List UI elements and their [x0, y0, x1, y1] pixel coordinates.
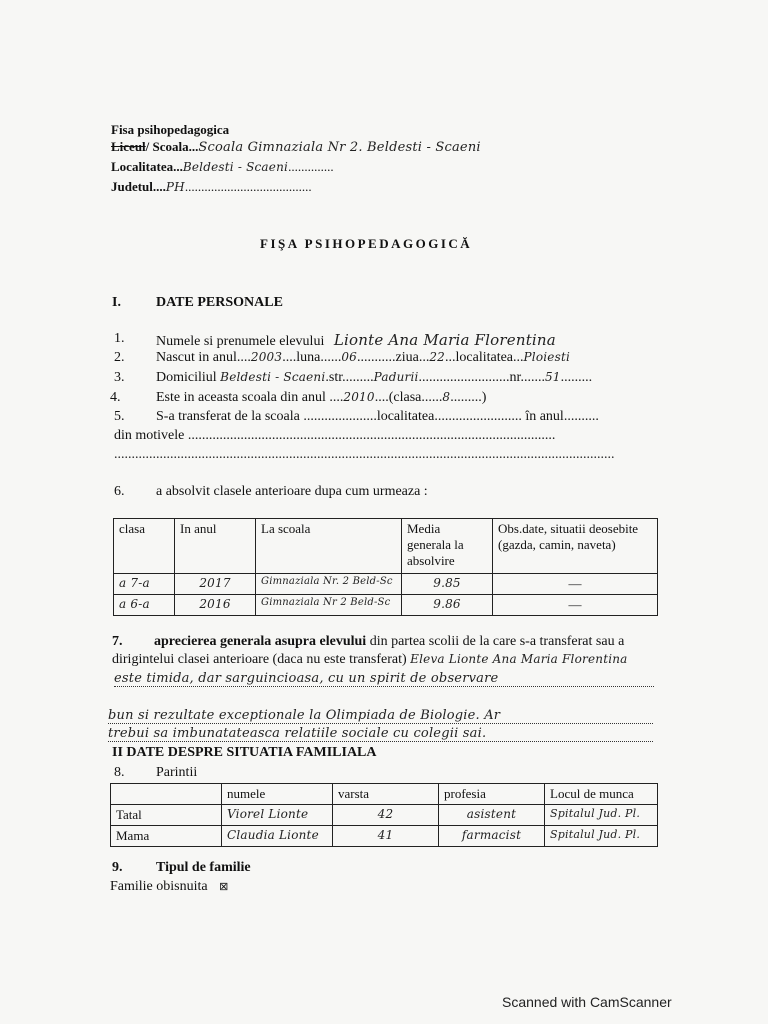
th-profesia: profesia: [439, 784, 545, 805]
table-row: [114, 595, 658, 616]
item1-num: 1.: [114, 331, 125, 346]
item2-luna: 06: [341, 350, 357, 364]
item2-an: 2003: [250, 350, 283, 364]
cell-clasa: a 7-a: [114, 574, 175, 595]
item2-num: 2.: [114, 350, 125, 365]
classes-header-row: [114, 519, 658, 574]
localitatea-label: Localitatea...: [111, 159, 183, 174]
judetul-value: PH: [165, 180, 185, 194]
item4-label-clasa: ....(clasa......: [374, 390, 443, 405]
item3-label-str: str: [328, 370, 343, 385]
section7-hand3: bun si rezultate exceptionale la Olimpiada de Biologie. Ar: [108, 708, 653, 724]
cell-scoala: Gimnaziala Nr. 2 Beld-Sc: [256, 574, 402, 595]
section6-text: a absolvit clasele anterioare dupa cum urmeaza :: [156, 484, 428, 499]
cell-locul: Spitalul Jud. Pl.: [545, 826, 658, 847]
item2-label-loc: ...localitatea...: [445, 350, 524, 365]
th-blank: [111, 784, 222, 805]
th-locul: Locul de munca: [545, 784, 658, 805]
item2-label-luna: ....luna......: [282, 350, 342, 365]
localitatea-line: Localitatea...Beldesti - Scaeni..............: [111, 159, 334, 174]
cell-anul: 2017: [175, 574, 256, 595]
cell-obs: —: [493, 595, 658, 616]
judetul-label: Judetul....: [111, 179, 166, 194]
th-obs: Obs.date, situatii deosebite (gazda, camin, naveta): [493, 519, 658, 574]
item3-str: Padurii: [373, 370, 419, 384]
th-scoala: La scoala: [256, 519, 402, 574]
section7-num: 7.: [112, 634, 123, 649]
cell-scoala: Gimnaziala Nr 2 Beld-Sc: [256, 595, 402, 616]
section6-num: 6.: [114, 484, 125, 499]
item2-label-ziua: ...........ziua...: [357, 350, 430, 365]
cell-obs: —: [493, 574, 658, 595]
item5-line: S-a transferat de la scoala .....................localitatea......................... în anul..........: [156, 409, 599, 424]
th-numele: numele: [222, 784, 333, 805]
cell-clasa: a 6-a: [114, 595, 175, 616]
checkbox-icon: ⊠: [219, 881, 229, 893]
item4-end: .........): [450, 390, 487, 405]
item1-line: [156, 331, 556, 350]
motivele-line: din motivele .........................................................................................................: [114, 428, 556, 443]
th-media: Media generala la absolvire: [402, 519, 493, 574]
scanner-watermark: Scanned with CamScanner: [502, 994, 672, 1010]
cell-rel: Tatal: [111, 805, 222, 826]
item2-line: [156, 350, 570, 366]
item1-value: Lionte Ana Maria Florentina: [333, 331, 556, 349]
table-row: [111, 826, 658, 847]
item4-clasa: 8: [442, 390, 451, 404]
cell-rel: Mama: [111, 826, 222, 847]
section9-value-line: [110, 879, 228, 895]
item4-num: 4.: [110, 390, 121, 405]
cell-varsta: 42: [333, 805, 439, 826]
item5-num: 5.: [114, 409, 125, 424]
table-row: [114, 574, 658, 595]
item2-label-an: Nascut in anul....: [156, 350, 251, 365]
motivele-label: din motivele: [114, 428, 185, 443]
section7-hand2: este timida, dar sarguincioasa, cu un spirit de observare: [114, 671, 654, 687]
section7-line1: [112, 634, 624, 650]
judetul-line: Judetul....PH.......................................: [111, 179, 312, 194]
item3-label: Domiciliul: [156, 370, 217, 385]
section7-hand1: Eleva Lionte Ana Maria Florentina: [410, 652, 628, 666]
cell-media: 9.85: [402, 574, 493, 595]
item2-loc: Ploiesti: [523, 350, 571, 364]
section7-text: din partea scolii de la care s-a transferat sau a: [366, 634, 625, 649]
section1-num: I.: [112, 295, 121, 310]
scoala-label: / Scoala...: [145, 139, 199, 154]
classes-table: [113, 518, 658, 616]
item4-an: 2010: [343, 390, 375, 404]
item3-label-nr: nr: [509, 370, 521, 385]
item3-nr: 51: [544, 370, 561, 384]
item3-value: Beldesti - Scaeni: [220, 370, 326, 384]
scoala-line: [111, 139, 481, 155]
family-type-value: Familie obisnuita: [110, 879, 208, 894]
section7-line2: [112, 652, 628, 668]
liceul-strike: Liceul: [111, 139, 146, 154]
section1-heading: DATE PERSONALE: [156, 295, 283, 310]
fisa-label: Fisa psihopedagogica: [111, 122, 230, 137]
section7-hand4: trebui sa imbunatateasca relatiile sociale cu colegii sai.: [108, 726, 653, 742]
section8-num: 8.: [114, 765, 125, 780]
cell-profesia: farmacist: [439, 826, 545, 847]
th-clasa: clasa: [114, 519, 175, 574]
cell-profesia: asistent: [439, 805, 545, 826]
section9-heading: Tipul de familie: [156, 860, 251, 875]
table-row: [111, 805, 658, 826]
localitatea-value: Beldesti - Scaeni: [182, 160, 289, 174]
cell-anul: 2016: [175, 595, 256, 616]
cell-varsta: 41: [333, 826, 439, 847]
cell-numele: Viorel Lionte: [222, 805, 333, 826]
dotted-line: ...............................................................................................................................................: [114, 447, 615, 462]
scoala-value: Scoala Gimnaziala Nr 2. Beldesti - Scaeni: [198, 140, 481, 155]
section7-line2-text: dirigintelui clasei anterioare (daca nu este transferat): [112, 652, 407, 667]
th-varsta: varsta: [333, 784, 439, 805]
section9-num: 9.: [112, 860, 123, 875]
item1-label: Numele si prenumele elevului: [156, 334, 325, 349]
cell-numele: Claudia Lionte: [222, 826, 333, 847]
item4-label: Este in aceasta scoala din anul ....: [156, 390, 344, 405]
cell-media: 9.86: [402, 595, 493, 616]
section7-bold: aprecierea generala asupra elevului: [154, 634, 367, 649]
item2-ziua: 22: [429, 350, 445, 364]
section2-heading: II DATE DESPRE SITUATIA FAMILIALA: [112, 745, 377, 760]
th-anul: In anul: [175, 519, 256, 574]
item3-num: 3.: [114, 370, 125, 385]
item4-line: [156, 390, 486, 406]
parents-header-row: [111, 784, 658, 805]
item3-line: Domiciliul Beldesti - Scaeni.str.........Padurii..........................nr.......51.........: [156, 370, 593, 385]
page-title: FIŞA PSIHOPEDAGOGICĂ: [260, 236, 473, 251]
cell-locul: Spitalul Jud. Pl.: [545, 805, 658, 826]
parents-table: [110, 783, 658, 847]
parinti-label: Parintii: [156, 765, 198, 780]
